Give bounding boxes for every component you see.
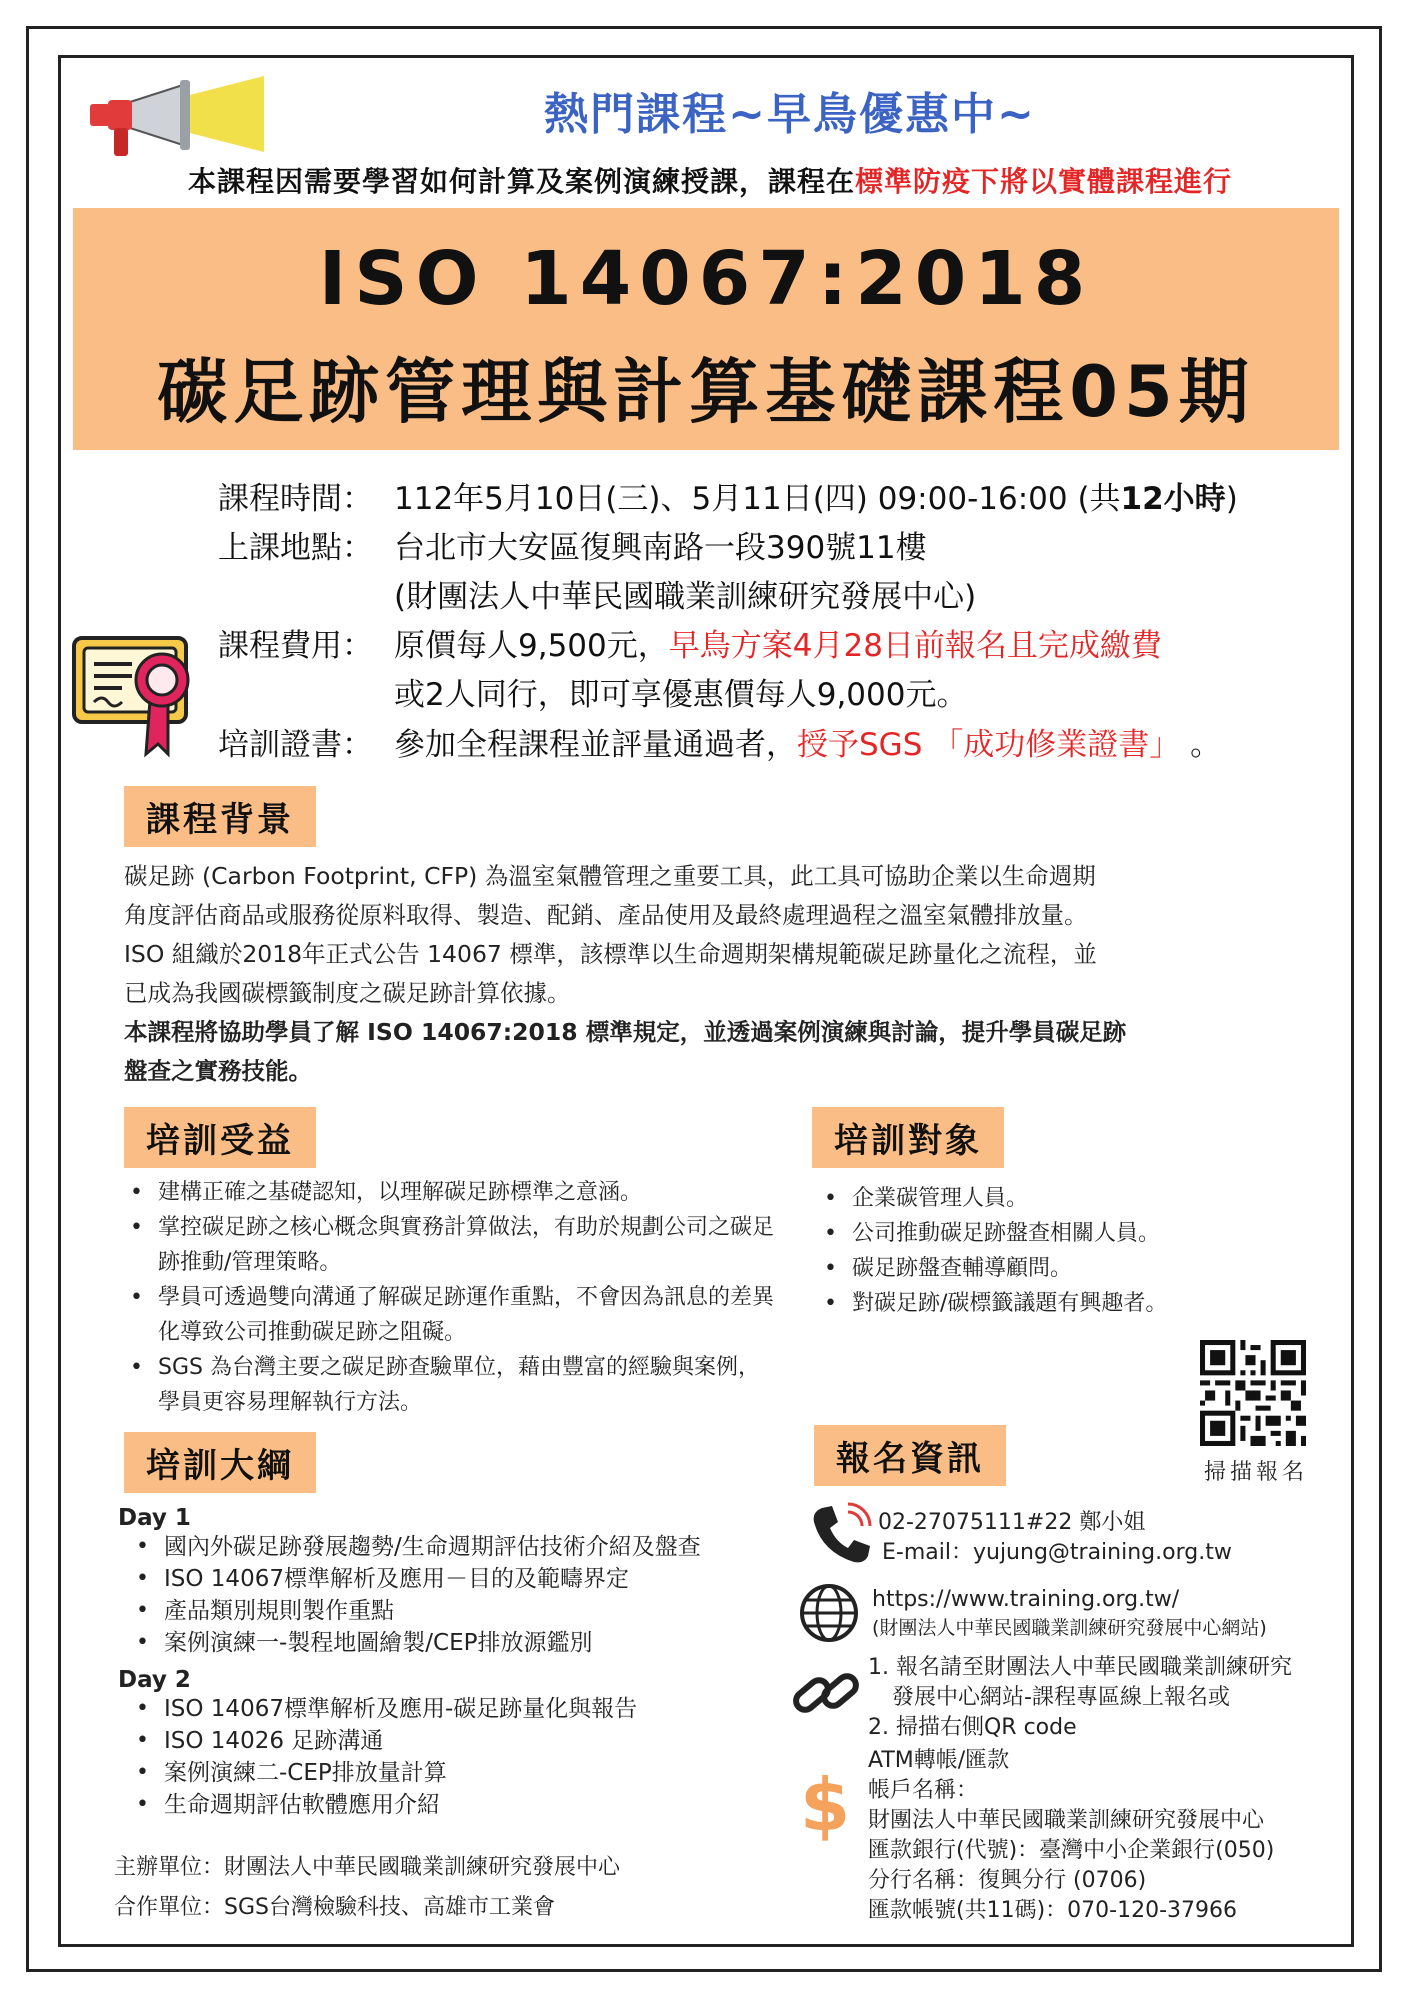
background-text xyxy=(124,857,1304,1091)
day2-label: Day 2 xyxy=(118,1667,191,1693)
fee-early-2: 或2人同行，即可享優惠價每人9,000元。 xyxy=(394,677,968,713)
registration-heading: 報名資訊 xyxy=(814,1425,1006,1486)
day2-item: • 案例演練二-CEP排放量計算 xyxy=(164,1757,818,1789)
day1-item: • 國內外碳足跡發展趨勢/生命週期評估技術介紹及盤查 xyxy=(164,1531,818,1563)
cert-label: 培訓證書： xyxy=(218,727,373,763)
background-heading: 課程背景 xyxy=(124,786,316,847)
banner-line-2: 碳足跡管理與計算基礎課程05期 xyxy=(157,351,1255,433)
megaphone-icon xyxy=(68,66,268,166)
phone-icon xyxy=(808,1502,874,1568)
background-line-2: 角度評估商品或服務從原料取得、製造、配銷、產品使用及最終處理過程之溫室氣體排放量。 xyxy=(124,901,1088,929)
day2-item: • 生命週期評估軟體應用介紹 xyxy=(164,1789,818,1821)
time-close: ) xyxy=(1225,481,1238,517)
audience-item: • 碳足跡盤查輔導顧問。 xyxy=(852,1251,1298,1286)
banner-line-1: ISO 14067:2018 xyxy=(318,236,1094,322)
place-label: 上課地點： xyxy=(218,530,373,566)
cert-red: 授予SGS 「成功修業證書」 xyxy=(797,727,1181,763)
host-org: 主辦單位：財團法人中華民國職業訓練研究發展中心 xyxy=(114,1855,621,1880)
website-url[interactable]: https://www.training.org.tw/ xyxy=(872,1587,1180,1612)
link-icon xyxy=(790,1660,862,1726)
background-line-4: 已成為我國碳標籤制度之碳足跡計算依據。 xyxy=(124,979,571,1007)
fee-value: 原價每人9,500元， xyxy=(394,628,669,664)
reg-step-2: 2. 掃描右側QR code xyxy=(868,1715,1077,1740)
globe-icon xyxy=(798,1582,860,1644)
website-note: (財團法人中華民國職業訓練研究發展中心網站) xyxy=(872,1617,1267,1639)
notice-line xyxy=(100,160,1320,200)
day2-item: • ISO 14026 足跡溝通 xyxy=(164,1725,818,1757)
day1-item: • 案例演練一-製程地圖繪製/CEP排放源鑑別 xyxy=(164,1627,818,1659)
svg-text:$: $ xyxy=(800,1766,850,1842)
day1-label: Day 1 xyxy=(118,1505,191,1531)
account-number: 匯款帳號(共11碼)：070-120-37966 xyxy=(868,1898,1238,1923)
notice-highlight: 標準防疫下將以實體課程進行 xyxy=(855,165,1233,198)
qr-code-icon[interactable] xyxy=(1200,1340,1306,1446)
account-name-label: 帳戶名稱： xyxy=(868,1778,979,1803)
hot-title: 熱門課程~早鳥優惠中~ xyxy=(544,89,1036,140)
audience-item: • 公司推動碳足跡盤查相關人員。 xyxy=(852,1216,1298,1251)
audience-item: • 企業碳管理人員。 xyxy=(852,1181,1298,1216)
benefit-item: • 掌控碳足跡之核心概念與實務計算做法，有助於規劃公司之碳足跡推動/管理策略。 xyxy=(158,1210,774,1280)
benefits-heading: 培訓受益 xyxy=(124,1107,316,1168)
cert-end: 。 xyxy=(1180,727,1222,763)
background-line-5: 本課程將協助學員了解 ISO 14067:2018 標準規定，並透過案例演練與討論，提升學員碳足跡 xyxy=(124,1018,1127,1046)
time-value: 112年5月10日(三)、5月11日(四) 09:00-16:00 (共 xyxy=(394,481,1121,517)
day1-item: • 產品類別規則製作重點 xyxy=(164,1595,818,1627)
audience-item: • 對碳足跡/碳標籤議題有興趣者。 xyxy=(852,1286,1298,1321)
background-line-6: 盤查之實務技能。 xyxy=(124,1057,312,1085)
course-place xyxy=(218,522,927,567)
place-org: (財團法人中華民國職業訓練研究發展中心) xyxy=(394,579,977,615)
notice-prefix: 本課程因需要學習如何計算及案例演練授課，課程在 xyxy=(187,165,855,198)
branch-name: 分行名稱：復興分行 (0706) xyxy=(868,1868,1147,1893)
atm-label: ATM轉帳/匯款 xyxy=(868,1748,1010,1773)
contact-email[interactable]: E-mail：yujung@training.org.tw xyxy=(882,1540,1232,1565)
outline-block xyxy=(118,1505,818,1821)
certificate-icon xyxy=(70,630,210,770)
outline-heading: 培訓大綱 xyxy=(124,1432,316,1493)
background-line-3: ISO 組織於2018年正式公告 14067 標準，該標準以生命週期架構規範碳足跡量化之流程，並 xyxy=(124,940,1097,968)
title-banner xyxy=(73,208,1339,450)
reg-step-1b: 發展中心網站-課程專區線上報名或 xyxy=(892,1685,1230,1710)
day2-item: • ISO 14067標準解析及應用-碳足跡量化與報告 xyxy=(164,1693,818,1725)
fee-early: 早鳥方案4月28日前報名且完成繳費 xyxy=(668,628,1162,664)
time-label: 課程時間： xyxy=(218,481,373,517)
bank-name: 匯款銀行(代號)：臺灣中小企業銀行(050) xyxy=(868,1838,1275,1863)
fee-label: 課程費用： xyxy=(218,628,373,664)
benefits-list xyxy=(124,1175,774,1420)
benefit-item: • SGS 為台灣主要之碳足跡查驗單位，藉由豐富的經驗與案例，學員更容易理解執行方法。 xyxy=(158,1350,774,1420)
day1-item: • ISO 14067標準解析及應用－目的及範疇界定 xyxy=(164,1563,818,1595)
cert-value: 參加全程課程並評量通過者， xyxy=(394,727,797,763)
course-time xyxy=(218,473,1238,518)
account-name: 財團法人中華民國職業訓練研究發展中心 xyxy=(868,1808,1265,1833)
place-value: 台北市大安區復興南路一段390號11樓 xyxy=(394,530,927,566)
background-line-1: 碳足跡 (Carbon Footprint, CFP) 為溫室氣體管理之重要工具，此工具可協助企業以生命週期 xyxy=(124,862,1096,890)
course-fee xyxy=(218,620,1162,665)
reg-step-1a: 1. 報名請至財團法人中華民國職業訓練研究 xyxy=(868,1655,1292,1680)
partner-org: 合作單位：SGS台灣檢驗科技、高雄市工業會 xyxy=(114,1895,555,1920)
course-cert xyxy=(218,719,1221,764)
dollar-icon xyxy=(800,1766,850,1842)
benefit-item: • 學員可透過雙向溝通了解碳足跡運作重點，不會因為訊息的差異化導致公司推動碳足跡之阻礙。 xyxy=(158,1280,774,1350)
audience-heading: 培訓對象 xyxy=(812,1107,1004,1168)
benefit-item: • 建構正確之基礎認知，以理解碳足跡標準之意涵。 xyxy=(158,1175,774,1210)
qr-caption: 掃描報名 xyxy=(1203,1460,1308,1485)
contact-phone: 02-27075111#22 鄭小姐 xyxy=(878,1510,1146,1535)
audience-list xyxy=(818,1181,1298,1321)
time-hours: 12小時 xyxy=(1120,481,1226,517)
